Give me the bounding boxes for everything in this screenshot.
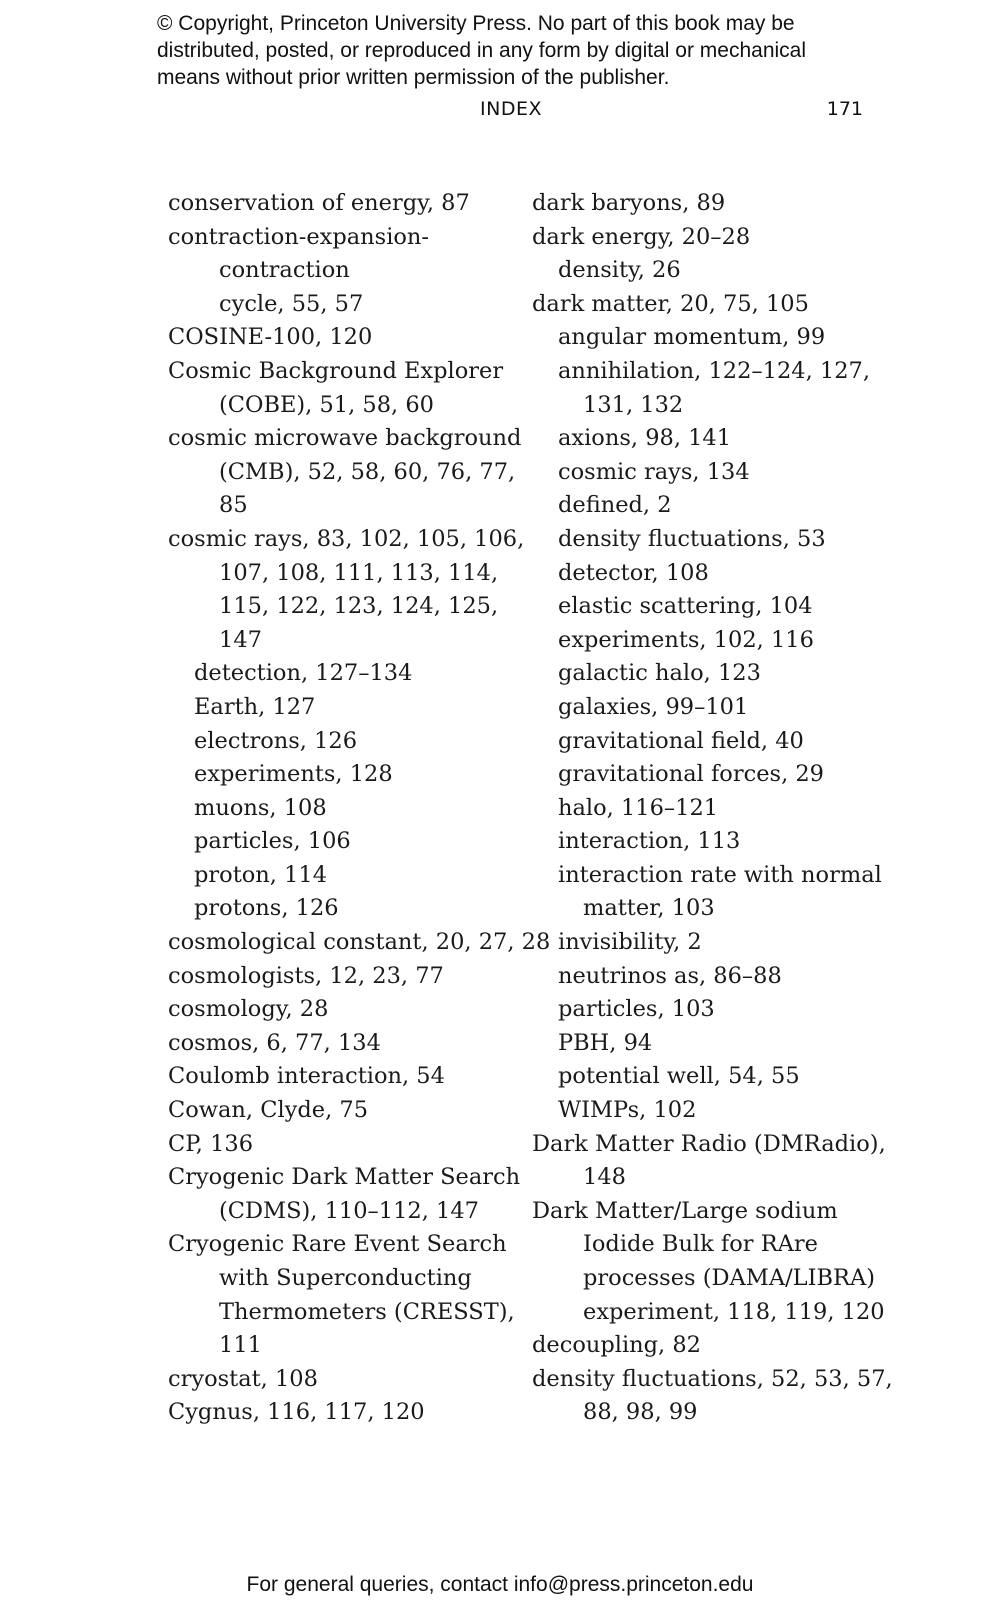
index-entry-continuation: cycle, 55, 57 [219, 290, 364, 317]
index-entry-continuation: 147 [219, 626, 262, 653]
index-subentry: particles, 103 [558, 996, 715, 1023]
index-subentry: experiments, 102, 116 [558, 626, 814, 653]
index-entry-continuation: 115, 122, 123, 124, 125, [219, 593, 499, 620]
index-entry-continuation: Thermometers (CRESST), [219, 1298, 515, 1325]
copyright-notice [157, 10, 917, 91]
index-subentry: elastic scattering, 104 [558, 593, 813, 620]
index-subentry: detector, 108 [558, 559, 709, 586]
index-entry-continuation: 148 [583, 1164, 626, 1191]
index-entry: cryostat, 108 [168, 1365, 318, 1392]
index-entry: conservation of energy, 87 [168, 190, 470, 216]
index-subentry: density, 26 [558, 257, 681, 284]
index-subentry: annihilation, 122–124, 127, [558, 357, 871, 384]
index-entry-continuation: (CDMS), 110–112, 147 [219, 1197, 479, 1224]
index-entry-continuation: Iodide Bulk for RAre [583, 1231, 818, 1258]
index-entry: Cosmic Background Explorer [168, 357, 504, 384]
index-entry: cosmic microwave background [168, 425, 522, 452]
index-subentry: galaxies, 99–101 [558, 693, 749, 720]
index-entry-continuation: with Superconducting [219, 1265, 472, 1291]
index-column-left [168, 187, 551, 1430]
copyright-line: distributed, posted, or reproduced in any form by digital or mechanical [157, 39, 807, 62]
index-entry: cosmology, 28 [168, 996, 329, 1023]
index-entry: Dark Matter Radio (DMRadio), [532, 1130, 886, 1157]
index-entry: CP, 136 [168, 1130, 254, 1157]
index-entry-continuation: (CMB), 52, 58, 60, 76, 77, [219, 458, 516, 485]
index-entry: cosmologists, 12, 23, 77 [168, 962, 444, 989]
index-subentry: potential well, 54, 55 [558, 1063, 800, 1090]
index-subentry: gravitational field, 40 [558, 727, 804, 754]
index-subentry: defined, 2 [558, 492, 672, 519]
index-subentry: neutrinos as, 86–88 [558, 962, 782, 989]
index-subentry: Earth, 127 [194, 693, 316, 720]
index-entry: Dark Matter/Large sodium [532, 1197, 838, 1224]
index-entry: Cygnus, 116, 117, 120 [168, 1399, 425, 1426]
index-subentry: particles, 106 [194, 828, 351, 855]
index-entry: density fluctuations, 52, 53, 57, [532, 1365, 893, 1392]
index-entry: Cowan, Clyde, 75 [168, 1097, 369, 1124]
index-entry: dark energy, 20–28 [532, 223, 751, 250]
page-title: INDEX [480, 98, 542, 120]
index-subentry: cosmic rays, 134 [558, 458, 750, 485]
index-subentry: electrons, 126 [194, 727, 358, 754]
index-subentry: protons, 126 [194, 895, 339, 922]
index-subentry: gravitational forces, 29 [558, 761, 825, 788]
index-entry: cosmic rays, 83, 102, 105, 106, [168, 525, 525, 552]
index-column-right [532, 187, 893, 1430]
footer-contact: For general queries, contact info@press.princeton.edu [246, 1573, 754, 1596]
index-entry-continuation: processes (DAMA/LIBRA) [583, 1265, 875, 1291]
index-entry: dark matter, 20, 75, 105 [532, 290, 809, 317]
copyright-line: means without prior written permission of the publisher. [157, 66, 670, 89]
index-subentry-continuation: 131, 132 [583, 391, 684, 418]
index-entry-continuation: (COBE), 51, 58, 60 [219, 391, 434, 418]
index-entry: Cryogenic Rare Event Search [168, 1231, 507, 1258]
index-subentry: angular momentum, 99 [558, 324, 826, 351]
index-subentry: interaction rate with normal [558, 861, 882, 888]
index-subentry-continuation: matter, 103 [583, 895, 715, 922]
index-subentry: galactic halo, 123 [558, 660, 761, 687]
running-head [0, 96, 1000, 126]
index-entry-continuation: experiment, 118, 119, 120 [583, 1298, 885, 1325]
index-subentry: detection, 127–134 [194, 660, 413, 687]
index-subentry: density fluctuations, 53 [558, 525, 826, 552]
index-entry: Coulomb interaction, 54 [168, 1063, 445, 1090]
index-entry-continuation: 107, 108, 111, 113, 114, [219, 559, 499, 586]
index-entry-continuation: 88, 98, 99 [583, 1399, 698, 1426]
index-entry: decoupling, 82 [532, 1332, 701, 1359]
index-entry: COSINE-100, 120 [168, 324, 373, 351]
index-entry: cosmological constant, 20, 27, 28 [168, 929, 551, 956]
index-subentry: WIMPs, 102 [558, 1097, 697, 1124]
index-subentry: proton, 114 [194, 861, 328, 888]
index-entry: contraction-expansion- [168, 223, 430, 250]
index-entry: Cryogenic Dark Matter Search [168, 1164, 521, 1191]
copyright-line: © Copyright, Princeton University Press. No part of this book may be [157, 12, 795, 35]
index-entry: dark baryons, 89 [532, 190, 726, 216]
index-entry-continuation: 85 [219, 492, 248, 519]
index-entry: cosmos, 6, 77, 134 [168, 1029, 381, 1056]
index-subentry: experiments, 128 [194, 761, 393, 788]
index-subentry: muons, 108 [194, 794, 327, 821]
index-subentry: interaction, 113 [558, 828, 741, 855]
page-number: 171 [826, 98, 863, 120]
index-subentry: halo, 116–121 [558, 794, 719, 821]
index-subentry: axions, 98, 141 [558, 425, 732, 452]
index-entry-continuation: contraction [219, 257, 350, 284]
index-entry-continuation: 111 [219, 1332, 262, 1359]
index-subentry: invisibility, 2 [558, 929, 702, 956]
index-subentry: PBH, 94 [558, 1029, 653, 1056]
